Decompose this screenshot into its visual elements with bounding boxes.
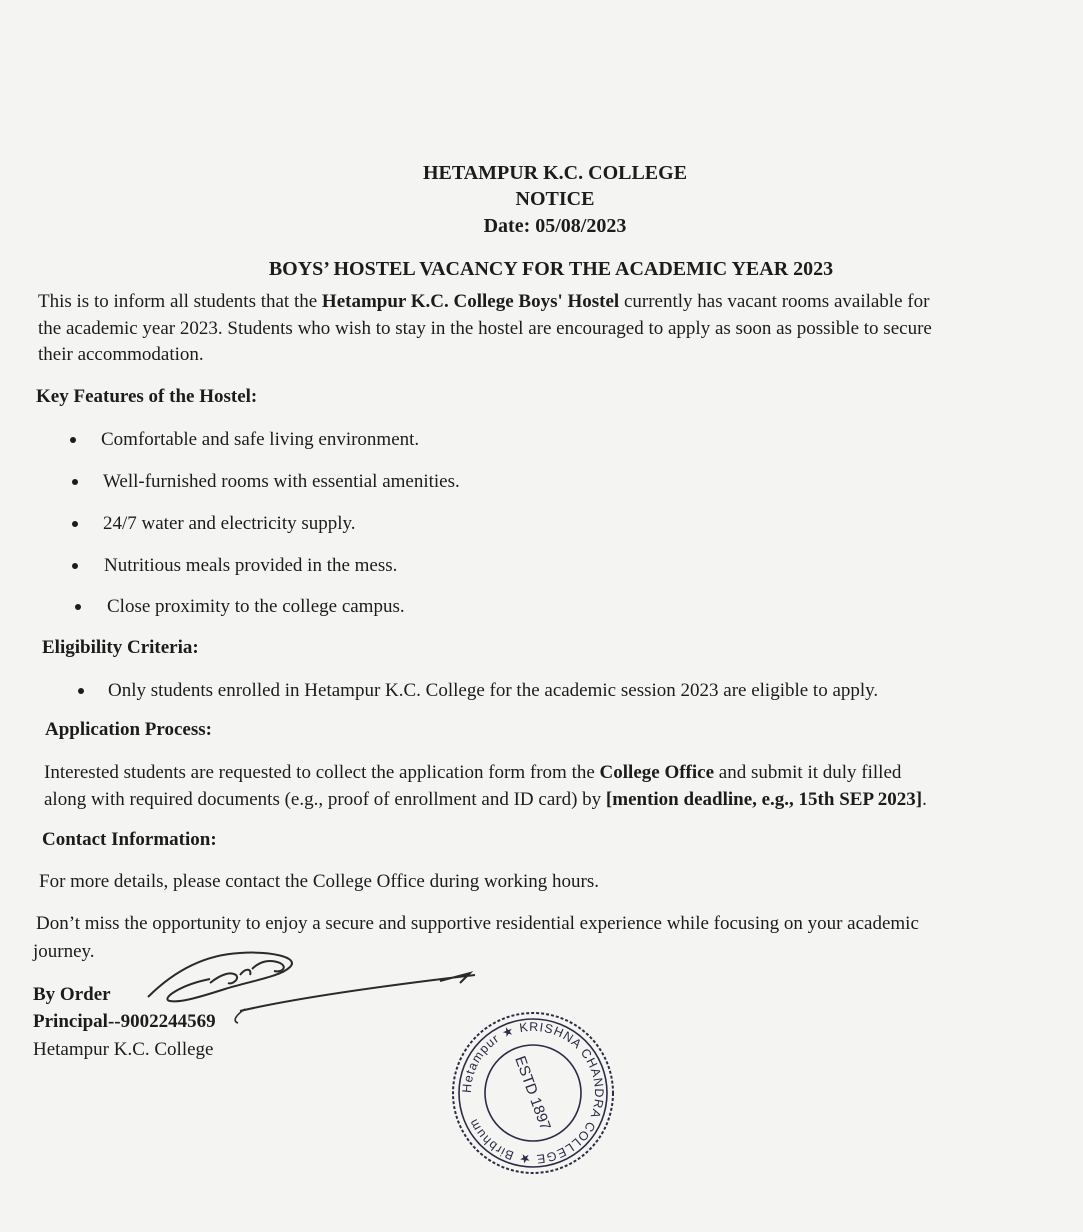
feature-item: Nutritious meals provided in the mess. [104, 555, 398, 576]
notice-title: BOYS’ HOSTEL VACANCY FOR THE ACADEMIC YEAR 2023 [268, 258, 834, 280]
application-line-2-pre: along with required documents (e.g., proof of enrollment and ID card) by [44, 789, 606, 810]
principal-signature-icon [140, 945, 480, 1035]
deadline-placeholder: [mention deadline, e.g., 15th SEP 2023] [605, 789, 923, 810]
college-office-label: College Office [599, 762, 715, 783]
closing-line-2: journey. [33, 941, 95, 962]
intro-line-3: their accommodation. [38, 344, 204, 365]
feature-item: Comfortable and safe living environment. [101, 429, 420, 450]
contact-line: For more details, please contact the College Office during working hours. [39, 871, 599, 892]
application-line-2-post: . [922, 789, 927, 810]
by-order: By Order [33, 984, 111, 1005]
contact-heading: Contact Information: [42, 829, 217, 850]
features-heading: Key Features of the Hostel: [36, 386, 258, 407]
application-line-2 [44, 789, 927, 811]
intro-line-1 [38, 291, 929, 313]
feature-item: Close proximity to the college campus. [107, 596, 405, 617]
college-name: HETAMPUR K.C. COLLEGE [422, 162, 688, 184]
application-heading: Application Process: [45, 719, 212, 740]
application-line-1-pre: Interested students are requested to collect the application form from the [44, 762, 600, 783]
eligibility-item: Only students enrolled in Hetampur K.C. College for the academic session 2023 are eligible to apply. [108, 680, 879, 701]
eligibility-heading: Eligibility Criteria: [42, 637, 199, 658]
application-line-1-post: and submit it duly filled [714, 762, 902, 783]
feature-item: 24/7 water and electricity supply. [103, 513, 356, 534]
application-line-1 [44, 762, 901, 784]
signoff-college: Hetampur K.C. College [33, 1039, 214, 1060]
eligibility-bullet-icon [78, 688, 84, 694]
principal-contact: Principal--9002244569 [33, 1011, 216, 1032]
feature-bullet-icon [75, 604, 81, 610]
intro-line-2: the academic year 2023. Students who wish to stay in the hostel are encouraged to apply as soon as possible to secure [38, 318, 932, 339]
feature-bullet-icon [72, 563, 78, 569]
feature-bullet-icon [72, 479, 78, 485]
hostel-name: Hetampur K.C. College Boys' Hostel [321, 291, 620, 312]
feature-bullet-icon [72, 521, 78, 527]
intro-line-1-pre: This is to inform all students that the [38, 291, 322, 312]
feature-bullet-icon [70, 437, 76, 443]
seal-outer-text: Hetampur ★ KRISHNA CHANDRA COLLEGE ★ Birbhum [459, 1019, 607, 1167]
college-seal-icon [448, 1008, 618, 1178]
seal-inner-text: ESTD 1897 [511, 1053, 554, 1133]
closing-line-1: Don’t miss the opportunity to enjoy a secure and supportive residential experience while focusing on your academic [36, 913, 919, 934]
intro-line-1-post: currently has vacant rooms available for [619, 291, 930, 312]
notice-label: NOTICE [515, 188, 595, 210]
notice-date: Date: 05/08/2023 [483, 215, 627, 237]
feature-item: Well-furnished rooms with essential amenities. [103, 471, 460, 492]
